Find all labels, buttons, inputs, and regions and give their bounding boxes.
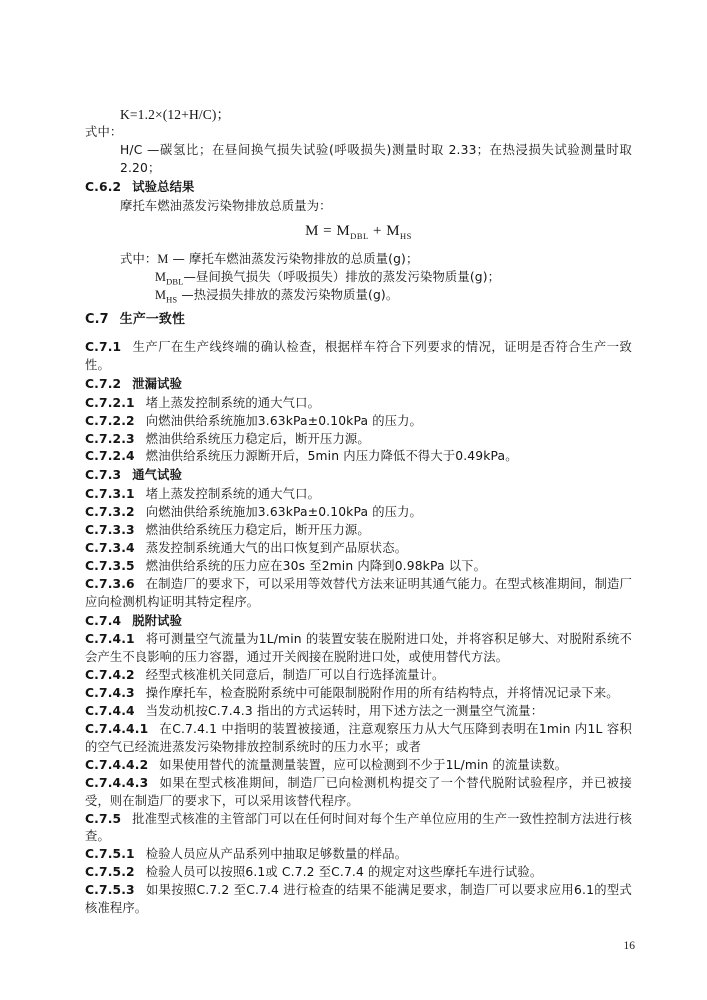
clause-number: C.7.5 xyxy=(85,811,122,826)
page-number: 16 xyxy=(623,940,635,952)
clause-number: C.7.5.3 xyxy=(85,883,135,898)
block-C.6.2: C.6.2 试验总结果 xyxy=(85,179,195,194)
clause-number: C.7.3.5 xyxy=(85,558,135,573)
block-C.7.3.2: C.7.3.2 向燃油供给系统施加3.63kPa±0.10kPa 的压力。 xyxy=(85,505,422,520)
clause-number: C.7 xyxy=(85,312,109,328)
block-C.7.4.4.3: C.7.4.4.3 如果在型式核准期间，制造厂已向检测机构提交了一个替代脱附试验程序，并已被接受，则在制造厂的要求下，可以采用该替代程序。 xyxy=(85,775,632,808)
block-C.7.3.1: C.7.3.1 堵上蒸发控制系统的通大气口。 xyxy=(85,487,321,502)
intro-total-mass: 摩托车燃油蒸发污染物排放总质量为： xyxy=(120,198,332,213)
clause-number: C.7.4 xyxy=(85,613,122,628)
clause-number: C.7.4.2 xyxy=(85,668,135,683)
block-C.7.4.3: C.7.4.3 操作摩托车，检查脱附系统中可能限制脱附作用的所有结构特点，并将情况记录下来。 xyxy=(85,686,619,701)
block-C.7.2.3: C.7.2.3 燃油供给系统压力稳定后，断开压力源。 xyxy=(85,431,370,446)
block-C.7.4.2: C.7.4.2 经型式核准机关同意后，制造厂可以自行选择流量计。 xyxy=(85,668,445,683)
clause-number: C.7.3.6 xyxy=(85,576,135,591)
clause-number: C.7.5.2 xyxy=(85,865,135,880)
clause-number: C.7.3.2 xyxy=(85,505,135,520)
clause-number: C.7.2.4 xyxy=(85,449,135,464)
block-C.7.5: C.7.5 批准型式核准的主管部门可以在任何时间对每个生产单位应用的生产一致性控制方法进行核查。 xyxy=(85,811,632,844)
block-C.7: C.7 生产一致性 xyxy=(85,312,185,328)
clause-number: C.7.2.1 xyxy=(85,395,135,410)
block-C.7.4.4: C.7.4.4 当发动机按C.7.4.3 指出的方式运转时，用下述方法之一测量空气流量： xyxy=(85,704,544,719)
formula-k: K=1.2×(12+H/C)； xyxy=(120,107,231,122)
block-C.7.4.4.1: C.7.4.4.1 在C.7.4.1 中指明的装置被接通，注意观察压力从大气压降到表明在1min 内1L 容积的空气已经流进蒸发污染物排放控制系统时的压力水平；或者 xyxy=(85,722,632,754)
definition-hc: H/C —碳氢比；在昼间换气损失试验(呼吸损失)测量时取 2.33；在热浸损失试验测量时取 2.20； xyxy=(120,142,632,175)
clause-number: C.7.5.1 xyxy=(85,847,135,862)
document-body xyxy=(85,106,632,918)
clause-number: C.7.3.3 xyxy=(85,523,135,538)
definition-mdbl: $M_{DBL}—$昼间换气损失（呼吸损失）排放的蒸发污染物质量(g)； xyxy=(155,270,501,287)
clause-number: C.7.3 xyxy=(85,468,122,483)
clause-number: C.7.4.1 xyxy=(85,632,135,647)
formula-m: $M = M_{DBL} + M_{HS}$ xyxy=(305,223,412,242)
block-C.7.2.4: C.7.2.4 燃油供给系统压力源断开后，5min 内压力降低不得大于0.49kPa。 xyxy=(85,449,518,464)
block-C.7.5.2: C.7.5.2 检验人员可以按照6.1或 C.7.2 至C.7.4 的规定对这些摩托车进行试验。 xyxy=(85,865,543,880)
block-C.7.2.2: C.7.2.2 向燃油供给系统施加3.63kPa±0.10kPa 的压力。 xyxy=(85,413,422,428)
block-C.7.4.1: C.7.4.1 将可测量空气流量为1L/min 的装置安装在脱附进口处，并将容积足够大、对脱附系统不会产生不良影响的压力容器，通过开关阀接在脱附进口处，或使用替代方法。 xyxy=(85,632,632,665)
definition-mhs: $M_{HS}$ —热浸损失排放的蒸发污染物质量(g)。 xyxy=(155,288,399,305)
clause-number: C.7.3.1 xyxy=(85,487,135,502)
clause-number: C.7.4.3 xyxy=(85,686,135,701)
block-C.7.3.5: C.7.3.5 燃油供给系统的压力应在30s 至2min 内降到0.98kPa 以下。 xyxy=(85,558,487,573)
block-C.7.3.4: C.7.3.4 蒸发控制系统通大气的出口恢复到产品原状态。 xyxy=(85,540,408,555)
clause-number: C.7.4.4.2 xyxy=(85,757,149,772)
clause-number: C.7.2.3 xyxy=(85,431,135,446)
definition-m: 式中：M — 摩托车燃油蒸发污染物排放的总质量(g)； xyxy=(120,252,419,267)
clause-number: C.7.3.4 xyxy=(85,540,135,555)
where-label: 式中： xyxy=(85,124,123,139)
block-C.7.2: C.7.2 泄漏试验 xyxy=(85,376,183,391)
clause-number: C.7.1 xyxy=(85,339,122,354)
block-C.7.3.3: C.7.3.3 燃油供给系统压力稳定后，断开压力源。 xyxy=(85,523,370,538)
block-C.7.1: C.7.1 生产厂在生产线终端的确认检查，根据样车符合下列要求的情况，证明是否符合生产一致性。 xyxy=(85,339,632,372)
block-C.7.4.4.2: C.7.4.4.2 如果使用替代的流量测量装置，应可以检测到不少于1L/min 的流量读数。 xyxy=(85,757,568,772)
block-C.7.2.1: C.7.2.1 堵上蒸发控制系统的通大气口。 xyxy=(85,395,321,410)
clause-number: C.7.2.2 xyxy=(85,413,135,428)
block-C.7.5.1: C.7.5.1 检验人员应从产品系列中抽取足够数量的样品。 xyxy=(85,847,408,862)
block-C.7.3.6: C.7.3.6 在制造厂的要求下，可以采用等效替代方法来证明其通气能力。在型式核准期间，制造厂应向检测机构证明其特定程序。 xyxy=(85,576,632,609)
clause-number: C.7.4.4.3 xyxy=(85,775,149,790)
block-C.7.5.3: C.7.5.3 如果按照C.7.2 至C.7.4 进行检查的结果不能满足要求，制造厂可以要求应用6.1的型式核准程序。 xyxy=(85,883,632,916)
clause-number: C.6.2 xyxy=(85,179,122,194)
clause-number: C.7.4.4.1 xyxy=(85,722,149,736)
clause-number: C.7.4.4 xyxy=(85,704,135,719)
block-C.7.3: C.7.3 通气试验 xyxy=(85,468,183,483)
block-C.7.4: C.7.4 脱附试验 xyxy=(85,613,183,628)
clause-number: C.7.2 xyxy=(85,376,122,391)
